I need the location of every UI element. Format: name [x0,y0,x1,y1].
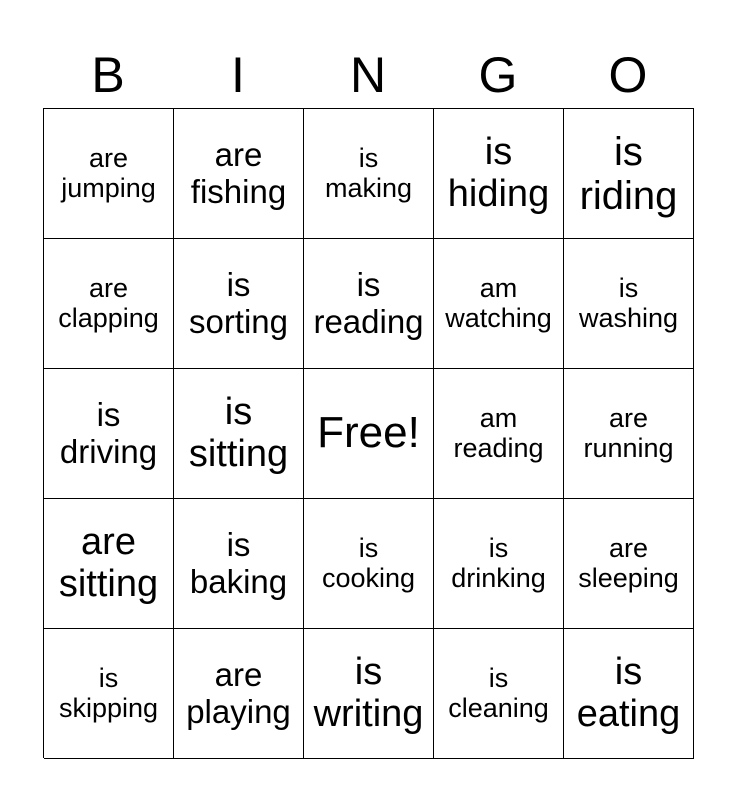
cell-line-1: is [614,129,643,174]
cell-line-1: are [214,136,263,174]
bingo-cell[interactable] [434,629,564,759]
header-letter-i: I [231,47,245,103]
bingo-cell[interactable] [564,369,694,499]
cell-line-1: is [226,526,251,564]
cell-line-2: drinking [451,562,546,593]
cell-line-2: riding [579,173,678,218]
cell-line-1: is [224,390,253,433]
cell-line-2: driving [59,432,158,470]
cell-line-1: is [226,266,251,304]
cell-line-1: is [488,662,509,693]
bingo-grid [43,108,694,758]
cell-line-2: eating [576,692,681,735]
cell-line-2: sorting [188,302,289,340]
bingo-cell[interactable] [434,369,564,499]
cell-line-1: is [358,142,379,173]
cell-line-1: is [358,532,379,563]
cell-line-1: am [479,402,518,433]
bingo-cell[interactable] [174,369,304,499]
bingo-cell[interactable] [174,499,304,629]
bingo-header [43,42,693,108]
cell-line-2: hiding [447,172,550,215]
cell-line-2: watching [445,302,552,333]
bingo-cell[interactable] [304,629,434,759]
cell-line-1: are [214,656,263,694]
cell-line-1: is [356,266,381,304]
cell-line-1: is [96,396,121,434]
cell-line-2: sitting [58,562,159,605]
bingo-cell[interactable] [174,239,304,369]
bingo-cell[interactable] [304,239,434,369]
cell-line-1: are [608,532,649,563]
bingo-cell[interactable] [174,109,304,239]
bingo-cell[interactable] [434,239,564,369]
free-space-label: Free! [317,408,420,458]
header-letter-n: N [349,47,387,103]
cell-line-2: running [583,432,674,463]
cell-line-2: sleeping [578,562,679,593]
cell-line-2: skipping [58,692,159,723]
cell-line-1: are [88,272,129,303]
cell-line-2: making [324,172,413,203]
cell-line-1: is [484,130,513,173]
cell-line-1: are [81,520,136,563]
cell-line-1: is [488,532,509,563]
bingo-cell[interactable] [564,499,694,629]
bingo-cell[interactable] [44,109,174,239]
bingo-cell[interactable] [44,629,174,759]
bingo-cell[interactable] [304,499,434,629]
cell-line-1: am [479,272,518,303]
header-letter-g: G [478,47,518,103]
cell-line-2: baking [189,562,288,600]
bingo-cell[interactable] [434,109,564,239]
bingo-cell[interactable] [434,499,564,629]
cell-line-2: reading [453,432,544,463]
cell-line-2: fishing [190,172,287,210]
cell-line-2: reading [313,302,424,340]
bingo-cell[interactable] [44,499,174,629]
cell-line-2: washing [578,302,679,333]
bingo-cell[interactable] [564,629,694,759]
cell-line-2: cooking [321,562,416,593]
header-letter-o: O [608,47,648,103]
bingo-cell[interactable] [564,239,694,369]
bingo-cell[interactable] [304,109,434,239]
cell-line-1: is [614,650,643,693]
bingo-cell[interactable] [44,239,174,369]
cell-line-1: are [608,402,649,433]
cell-line-1: is [354,650,383,693]
cell-line-2: sitting [188,432,289,475]
cell-line-1: is [98,662,119,693]
free-space-cell[interactable] [304,369,434,499]
bingo-cell[interactable] [564,109,694,239]
cell-line-2: clapping [58,302,159,333]
cell-line-1: are [88,142,129,173]
cell-line-1: is [618,272,639,303]
cell-line-2: cleaning [448,692,549,723]
cell-line-2: playing [186,692,291,730]
cell-line-2: writing [313,692,424,735]
header-letter-b: B [91,47,125,103]
cell-line-2: jumping [61,172,156,203]
bingo-cell[interactable] [44,369,174,499]
bingo-cell[interactable] [174,629,304,759]
